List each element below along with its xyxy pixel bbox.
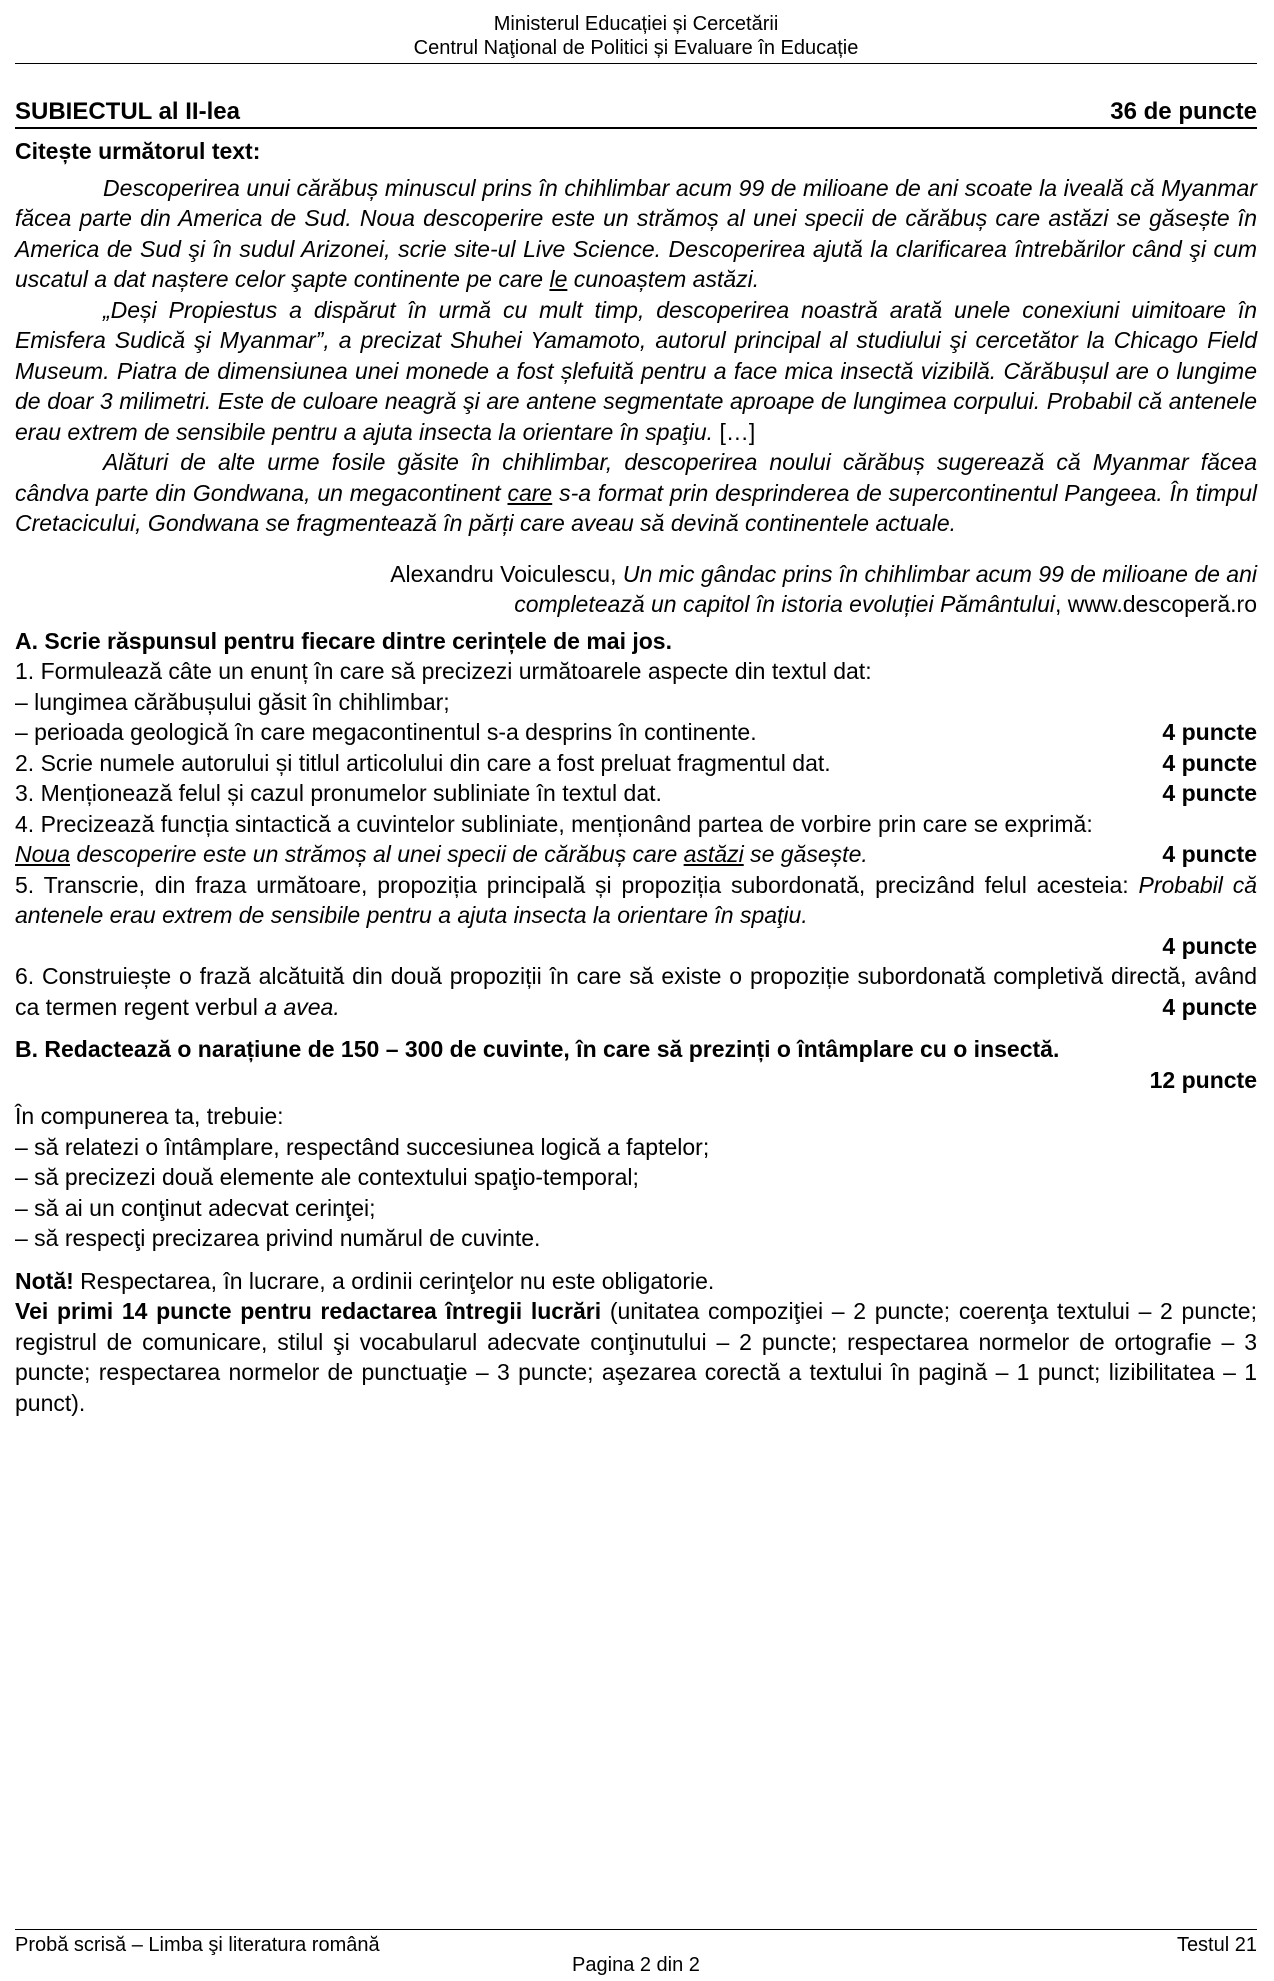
text-paragraph-2: „Deși Propiestus a dispărut în urmă cu mult timp, descoperirea noastră arată unele conexiuni uimitoare în Emisfera Sudică şi Myanmar”, a precizat Shuhei Yamamoto, autorul principal al studiului şi cercetător la Chicago Field Museum. Piatra de dimensiunea unei monede a fost șlefuită pentru a face mica insectă vizibilă. Cărăbușul are o lungime de doar 3 milimetri. Este de culoare neagră şi are antene segmentate aproape de lungimea corpului. Probabil că antenele erau extrem de sensibile pentru a ajuta insecta la orientare în spaţiu. […]	[15, 296, 1257, 445]
section-b-heading: B. Redactează o narațiune de 150 – 300 de cuvinte, în care să prezinți o întâmplare cu o insectă.	[15, 1036, 1060, 1062]
page-header	[15, 12, 1257, 60]
section-b-item: – să ai un conţinut adecvat cerinţei;	[15, 1194, 376, 1221]
question-5: 5. Transcrie, din fraza următoare, propoziția principală și propoziția subordonată, precizând felul acesteia: Probabil că antenele erau extrem de sensibile pentru a ajuta insecta la orientare în spaţiu.	[15, 871, 1257, 928]
underlined-pronoun-le: le	[549, 266, 568, 292]
question-6: 6. Construiește o frază alcătuită din două propoziții în care să existe o propoziție subordonată completivă directă, având ca termen regent verbul a avea. 4 puncte	[15, 963, 1257, 1020]
section-b-item: – să relatezi o întâmplare, respectând succesiunea logică a faptelor;	[15, 1133, 710, 1160]
footer-divider	[15, 1929, 1257, 1930]
grading-note: Vei primi 14 puncte pentru redactarea întregii lucrări (unitatea compoziţiei – 2 puncte; coerenţa textului – 2 puncte; registrul de comunicare, stilul şi vocabularul adecvate conţinutului – 2 puncte; respectarea normelor de ortografie – 3 puncte; respectarea normelor de punctuaţie – 3 puncte; aşezarea corectă a textului în pagină – 1 punct; lizibilitatea – 1 punct).	[15, 1298, 1257, 1416]
question-1: 1. Formulează câte un enunț în care să precizezi următoarele aspecte din textul dat:	[15, 658, 872, 684]
footer-exam-name: Probă scrisă – Limba şi literatura română	[15, 1934, 380, 1956]
question-4-sentence: Noua descoperire este un strămoș al unei specii de cărăbuș care astăzi se găsește. 4 puncte	[15, 841, 1257, 867]
underlined-pronoun-care: care	[507, 479, 553, 506]
section-b-points: 12 puncte	[1149, 1066, 1257, 1093]
question-5-points: 4 puncte	[1162, 932, 1257, 959]
subject-heading	[15, 99, 1257, 129]
question-1-item-a: – lungimea cărăbușului găsit în chihlimbar;	[15, 688, 450, 715]
footer-test-number: Testul 21	[1176, 1934, 1257, 1956]
section-b-item: – să precizezi două elemente ale contextului spaţio-temporal;	[15, 1164, 639, 1190]
note: Notă! Respectarea, în lucrare, a ordinii cerinţelor nu este obligatorie.	[15, 1267, 715, 1294]
text-paragraph-1: Descoperirea unui cărăbuș minuscul prins în chihlimbar acum 99 de milioane de ani scoate la iveală că Myanmar făcea parte din America de Sud. Noua descoperire este un strămoș al unei specii de cărăbuș care astăzi se găsește în America de Sud şi în sudul Arizonei, scrie site-ul Live Science. Descoperirea ajută la clarificarea întrebărilor când şi cum uscatul a dat naștere celor şapte continente pe care le cunoaștem astăzi.	[15, 174, 1257, 292]
ministry-name: Ministerul Educației și Cercetării	[493, 13, 779, 35]
question-4: 4. Precizează funcția sintactică a cuvintelor subliniate, menționând partea de vorbire prin care se exprimă:	[15, 810, 1093, 837]
subject-title: SUBIECTUL al II-lea	[15, 98, 240, 125]
section-b-intro: În compunerea ta, trebuie:	[15, 1103, 284, 1129]
question-3: 3. Menționează felul și cazul pronumelor subliniate în textul dat. 4 puncte	[15, 780, 1257, 806]
text-paragraph-3: Alături de alte urme fosile găsite în chihlimbar, descoperirea noului cărăbuș sugerează că Myanmar făcea cândva parte din Gondwana, un megacontinent care s-a format prin desprinderea de supercontinentul Pangeea. În timpul Cretacicului, Gondwana se fragmentează în părți care aveau să devină continentele actuale.	[15, 449, 1257, 536]
header-divider	[15, 63, 1257, 64]
read-label: Citește următorul text:	[15, 138, 261, 164]
question-1-item-b: – perioada geologică în care megacontinentul s-a desprins în continente. 4 puncte	[15, 719, 1257, 745]
question-2: 2. Scrie numele autorului și titlul articolului din care a fost preluat fragmentul dat. 4 puncte	[15, 749, 1257, 776]
section-a-heading: A. Scrie răspunsul pentru fiecare dintre cerințele de mai jos.	[15, 627, 672, 654]
section-b-item: – să respecţi precizarea privind numărul de cuvinte.	[15, 1225, 541, 1251]
main-content	[15, 136, 1257, 1418]
subject-points: 36 de puncte	[1110, 98, 1257, 125]
center-name: Centrul Naţional de Politici și Evaluare în Educație	[413, 37, 859, 59]
footer-page-number: Pagina 2 din 2	[572, 1954, 700, 1976]
source-citation: Alexandru Voiculescu, Un mic gândac prins în chihlimbar acum 99 de milioane de ani completează un capitol în istoria evoluției Pământului, www.descoperă.ro	[390, 560, 1257, 617]
